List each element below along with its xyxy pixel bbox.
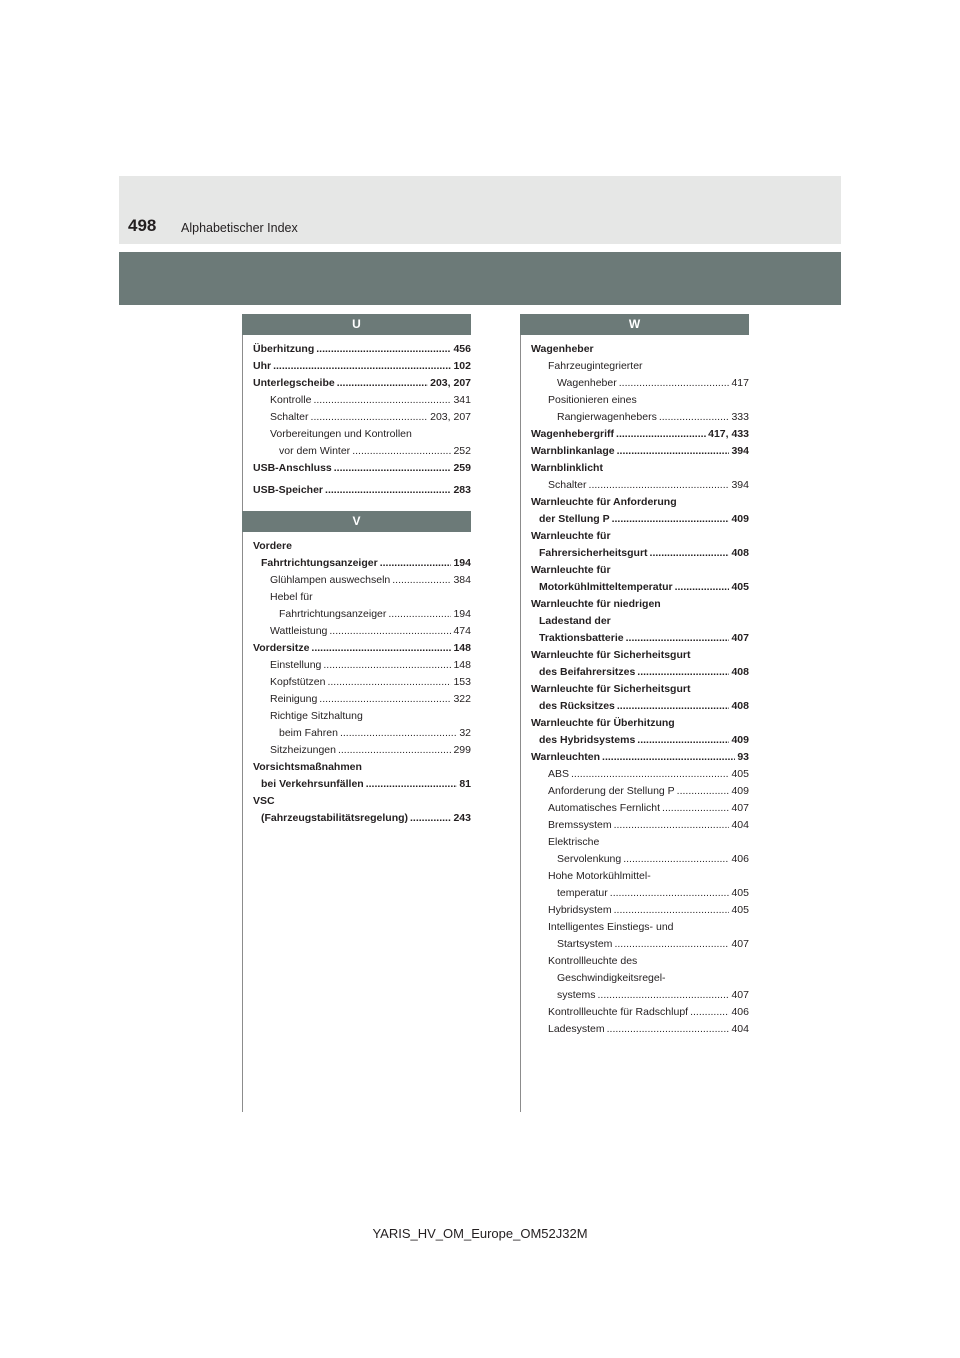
index-entry-text: Warnblinklicht: [531, 462, 603, 474]
dot-leader: [690, 1004, 729, 1021]
dot-leader: [392, 572, 451, 589]
index-entry-text: Kontrollleuchte des: [548, 955, 638, 967]
page-reference: 407: [731, 632, 749, 644]
dot-leader: [338, 742, 452, 759]
dot-leader: [327, 674, 451, 691]
index-entry-text: Ladestand der: [539, 615, 611, 627]
entry-label: Unterlegscheibe: [253, 377, 335, 389]
page-reference: 405: [731, 581, 749, 593]
page-reference: 194: [453, 557, 471, 569]
page-reference: 417, 433: [708, 428, 749, 440]
entry-label: USB-Anschluss: [253, 462, 332, 474]
dot-leader: [617, 698, 730, 715]
dot-leader: [316, 341, 451, 358]
entry-label: Schalter: [270, 411, 309, 423]
index-entry: [253, 657, 471, 674]
index-entry: [531, 426, 749, 443]
index-entry-text: Vorsichtsmaßnahmen: [253, 761, 362, 773]
page-reference: 407: [731, 938, 749, 950]
page-reference: 81: [459, 778, 471, 790]
page-reference: 322: [453, 693, 471, 705]
entry-label: Warnleuchten: [531, 751, 601, 763]
page-reference: 203, 207: [430, 377, 471, 389]
entry-label: systems: [557, 989, 596, 1001]
page-reference: 407: [731, 802, 749, 814]
page-reference: 456: [453, 343, 471, 355]
page-reference: 102: [453, 360, 471, 372]
dot-leader: [325, 482, 451, 499]
index-entry-text: Vordere: [253, 540, 292, 552]
dot-leader: [380, 555, 452, 572]
entry-label: des Beifahrersitzes: [539, 666, 636, 678]
dot-leader: [598, 987, 730, 1004]
index-entry: [531, 851, 749, 868]
entry-label: bei Verkehrsunfällen: [261, 778, 364, 790]
entry-label: Bremssystem: [548, 819, 612, 831]
index-column-right: [520, 314, 749, 1050]
page-reference: 405: [731, 768, 749, 780]
page-reference: 394: [731, 479, 749, 491]
entry-label: (Fahrzeugstabilitätsregelung): [261, 812, 409, 824]
dot-leader: [662, 800, 729, 817]
entry-label: ABS: [548, 768, 570, 780]
dot-leader: [677, 783, 730, 800]
index-entry-text: Geschwindigkeitsregel-: [557, 972, 666, 984]
index-entry: [531, 1021, 749, 1038]
dot-leader: [619, 375, 730, 392]
index-entry: [531, 511, 749, 528]
entry-label: temperatur: [557, 887, 608, 899]
dot-leader: [410, 810, 451, 827]
dot-leader: [626, 630, 730, 647]
entry-label: Startsystem: [557, 938, 613, 950]
index-entry: [531, 579, 749, 596]
index-entry-text: Fahrzeugintegrierter: [548, 360, 643, 372]
entry-label: Kontrollleuchte für Radschlupf: [548, 1006, 689, 1018]
page-reference: 243: [453, 812, 471, 824]
index-entry: [531, 443, 749, 460]
index-entry-text: Hohe Motorkühlmittel-: [548, 870, 651, 882]
entry-label: Wattleistung: [270, 625, 328, 637]
page-reference: 203, 207: [430, 411, 471, 423]
index-entry-text: Vorbereitungen und Kontrollen: [270, 428, 412, 440]
entry-label: Automatisches Fernlicht: [548, 802, 661, 814]
index-entry-text: Warnleuchte für Anforderung: [531, 496, 677, 508]
index-entry: [253, 742, 471, 759]
entry-label: Warnblinkanlage: [531, 445, 615, 457]
index-entry: [531, 749, 749, 766]
section-letter-header: U: [242, 314, 471, 335]
index-entry-text: Intelligentes Einstiegs- und: [548, 921, 674, 933]
dot-leader: [352, 443, 451, 460]
entry-label: Motorkühlmitteltemperatur: [539, 581, 673, 593]
page-reference: 148: [453, 659, 471, 671]
entry-label: Überhitzung: [253, 343, 315, 355]
section-title: Alphabetischer Index: [181, 221, 298, 235]
dot-leader: [337, 375, 428, 392]
page-reference: 153: [453, 676, 471, 688]
entry-label: Reinigung: [270, 693, 318, 705]
index-entry-text: Wagenheber: [531, 343, 594, 355]
dot-leader: [311, 409, 429, 426]
dot-leader: [617, 443, 730, 460]
index-entry: [531, 698, 749, 715]
dot-leader: [366, 776, 458, 793]
entry-label: Kontrolle: [270, 394, 312, 406]
entry-label: Schalter: [548, 479, 587, 491]
dot-leader: [614, 817, 730, 834]
dot-leader: [623, 851, 729, 868]
entry-label: Uhr: [253, 360, 272, 372]
index-entry: [531, 375, 749, 392]
entry-label: Fahrtrichtungsanzeiger: [279, 608, 387, 620]
dot-leader: [610, 885, 730, 902]
entry-label: Sitzheizungen: [270, 744, 336, 756]
index-entry: [531, 630, 749, 647]
entry-label: des Rücksitzes: [539, 700, 615, 712]
dot-leader: [313, 392, 451, 409]
title-bar: [119, 252, 841, 305]
dot-leader: [571, 766, 729, 783]
index-entry-group: [242, 341, 471, 499]
dot-leader: [589, 477, 730, 494]
index-entry: [531, 766, 749, 783]
dot-leader: [602, 749, 735, 766]
page-reference: 148: [453, 642, 471, 654]
entry-label: des Hybridsystems: [539, 734, 636, 746]
entry-label: Wagenhebergriff: [531, 428, 615, 440]
dot-leader: [614, 936, 729, 953]
entry-label: Fahrtrichtungsanzeiger: [261, 557, 378, 569]
index-entry: [531, 545, 749, 562]
page-reference: 299: [453, 744, 471, 756]
index-entry: [531, 936, 749, 953]
index-entry-text: VSC: [253, 795, 275, 807]
index-entry: [253, 460, 471, 477]
dot-leader: [323, 657, 451, 674]
index-column-left: [242, 314, 471, 839]
dot-leader: [616, 426, 706, 443]
dot-leader: [311, 640, 451, 657]
entry-label: Rangierwagenhebers: [557, 411, 657, 423]
index-section: [242, 511, 471, 827]
index-entry: [531, 1004, 749, 1021]
index-entry: [531, 987, 749, 1004]
index-entry: [531, 885, 749, 902]
index-section: [242, 314, 471, 499]
page-reference: 408: [731, 700, 749, 712]
index-entry-text: Warnleuchte für Sicherheitsgurt: [531, 649, 691, 661]
section-letter-header: W: [520, 314, 749, 335]
index-entry: [531, 817, 749, 834]
index-entry-group: [242, 538, 471, 827]
dot-leader: [637, 664, 729, 681]
index-entry: [531, 409, 749, 426]
index-entry-text: Richtige Sitzhaltung: [270, 710, 363, 722]
dot-leader: [637, 732, 729, 749]
entry-label: USB-Speicher: [253, 484, 324, 496]
dot-leader: [340, 725, 457, 742]
page-reference: 194: [453, 608, 471, 620]
page-reference: 406: [731, 853, 749, 865]
page-reference: 405: [731, 904, 749, 916]
entry-label: Anforderung der Stellung P: [548, 785, 675, 797]
index-entry: [253, 482, 471, 499]
page-reference: 283: [453, 484, 471, 496]
index-entry: [253, 691, 471, 708]
index-section: [520, 314, 749, 1038]
index-entry-text: Elektrische: [548, 836, 600, 848]
index-entry: [253, 623, 471, 640]
index-entry-text: Warnleuchte für: [531, 564, 611, 576]
page-reference: 252: [453, 445, 471, 457]
dot-leader: [612, 511, 730, 528]
section-letter-header: V: [242, 511, 471, 532]
index-entry: [253, 358, 471, 375]
index-entry: [253, 341, 471, 358]
page-reference: 409: [731, 513, 749, 525]
entry-label: Einstellung: [270, 659, 322, 671]
footer-document-code: YARIS_HV_OM_Europe_OM52J32M: [372, 1226, 588, 1241]
index-entry: [253, 606, 471, 623]
entry-label: Wagenheber: [557, 377, 617, 389]
index-entry-group: [520, 341, 749, 1038]
page-reference: 409: [731, 785, 749, 797]
page-reference: 93: [737, 751, 749, 763]
index-entry-text: Warnleuchte für niedrigen: [531, 598, 661, 610]
index-entry-text: Warnleuchte für: [531, 530, 611, 542]
index-entry-text: Positionieren eines: [548, 394, 637, 406]
dot-leader: [614, 902, 730, 919]
page-reference: 404: [731, 1023, 749, 1035]
page-reference: 417: [731, 377, 749, 389]
index-entry: [253, 725, 471, 742]
dot-leader: [273, 358, 451, 375]
page-number: 498: [128, 216, 157, 235]
page-reference: 407: [731, 989, 749, 1001]
entry-label: Traktionsbatterie: [539, 632, 624, 644]
entry-label: vor dem Winter: [279, 445, 351, 457]
index-entry-text: Warnleuchte für Überhitzung: [531, 717, 675, 729]
dot-leader: [607, 1021, 730, 1038]
page-reference: 333: [731, 411, 749, 423]
dot-leader: [334, 460, 452, 477]
page-reference: 404: [731, 819, 749, 831]
page-reference: 408: [731, 547, 749, 559]
index-entry: [531, 732, 749, 749]
index-entry: [253, 640, 471, 657]
entry-label: Kopfstützen: [270, 676, 326, 688]
index-entry: [531, 902, 749, 919]
entry-label: beim Fahren: [279, 727, 338, 739]
index-entry: [531, 477, 749, 494]
dot-leader: [650, 545, 730, 562]
dot-leader: [319, 691, 451, 708]
page-reference: 409: [731, 734, 749, 746]
index-entry: [531, 664, 749, 681]
index-entry-text: Warnleuchte für Sicherheitsgurt: [531, 683, 691, 695]
dot-leader: [675, 579, 730, 596]
page-reference: 474: [453, 625, 471, 637]
entry-label: Vordersitze: [253, 642, 310, 654]
dot-leader: [659, 409, 730, 426]
page-reference: 32: [459, 727, 471, 739]
index-entry: [253, 375, 471, 392]
index-entry: [253, 572, 471, 589]
page-reference: 408: [731, 666, 749, 678]
index-entry: [253, 392, 471, 409]
index-entry: [253, 674, 471, 691]
entry-label: Fahrersicherheitsgurt: [539, 547, 648, 559]
dot-leader: [388, 606, 451, 623]
page-reference: 341: [453, 394, 471, 406]
entry-label: der Stellung P: [539, 513, 610, 525]
index-entry: [531, 783, 749, 800]
entry-label: Ladesystem: [548, 1023, 605, 1035]
dot-leader: [329, 623, 451, 640]
entry-label: Servolenkung: [557, 853, 622, 865]
index-entry: [253, 810, 471, 827]
page-reference: 405: [731, 887, 749, 899]
page-reference: 394: [731, 445, 749, 457]
index-entry: [253, 776, 471, 793]
index-entry: [253, 409, 471, 426]
entry-label: Glühlampen auswechseln: [270, 574, 391, 586]
page-reference: 406: [731, 1006, 749, 1018]
page-reference: 384: [453, 574, 471, 586]
page-reference: 259: [453, 462, 471, 474]
index-entry-text: Hebel für: [270, 591, 313, 603]
entry-label: Hybridsystem: [548, 904, 612, 916]
index-entry: [531, 800, 749, 817]
index-entry: [253, 555, 471, 572]
index-entry: [253, 443, 471, 460]
